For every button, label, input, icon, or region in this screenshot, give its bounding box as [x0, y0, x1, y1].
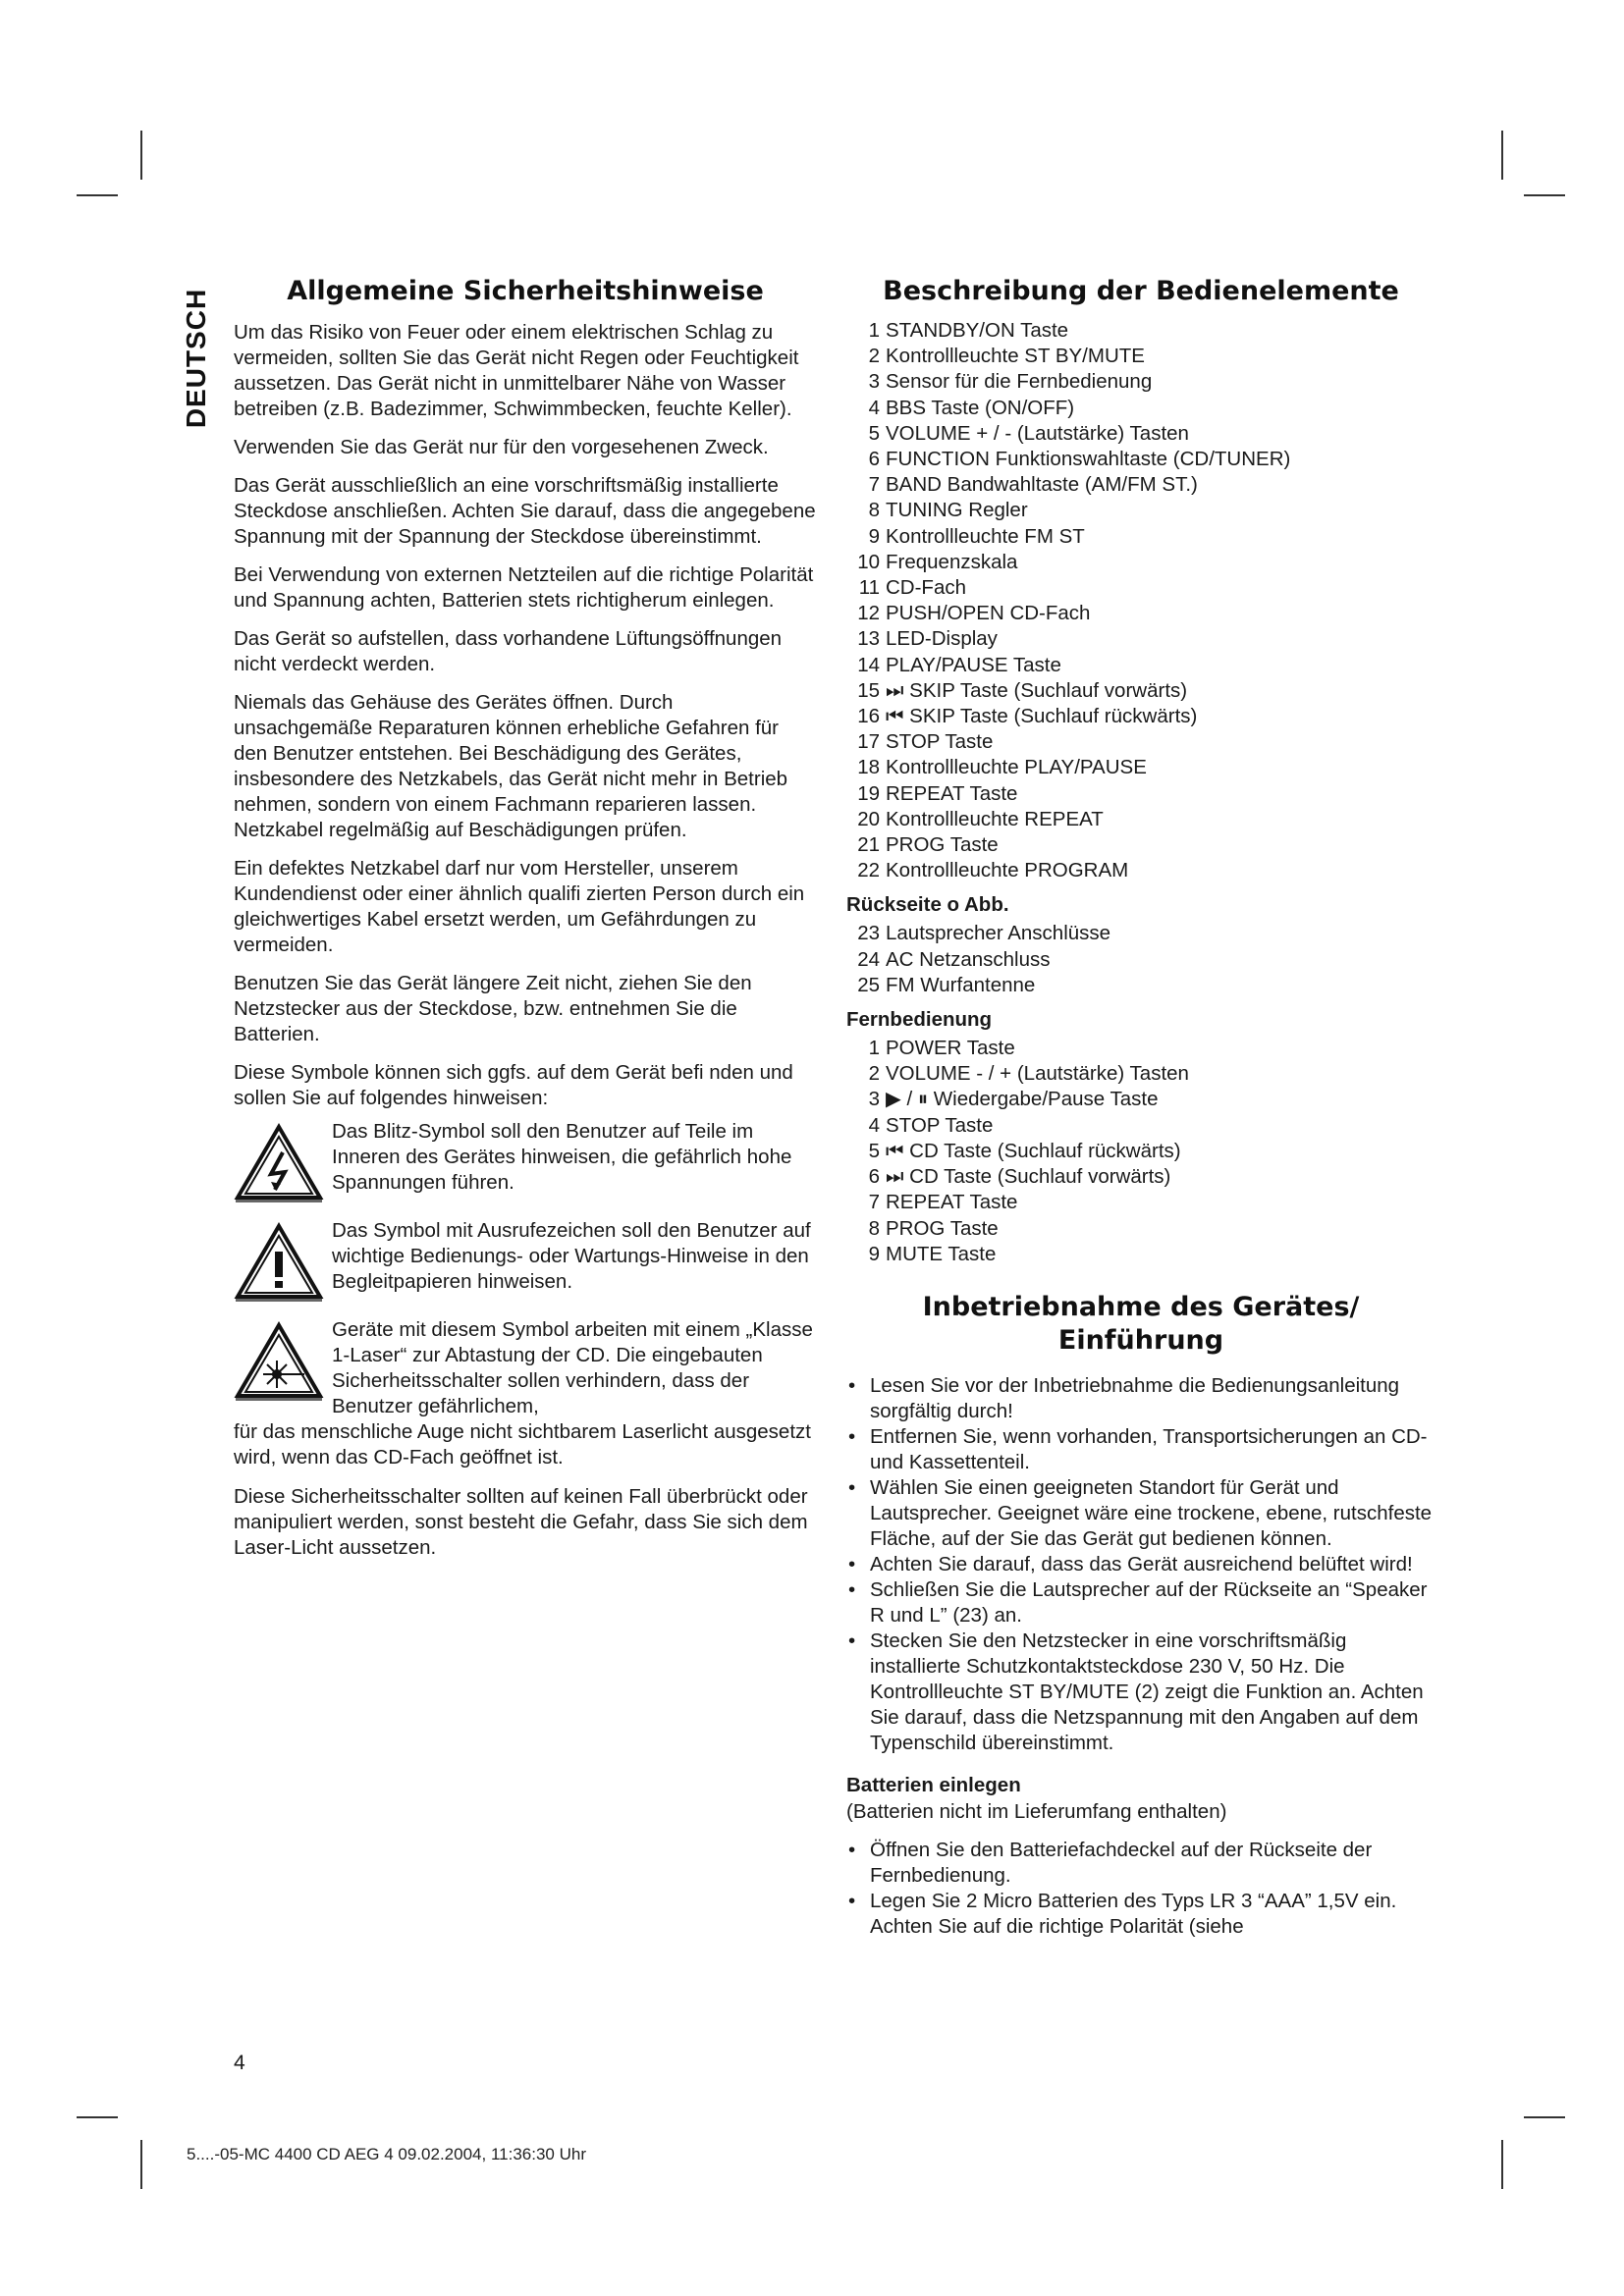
setup-title-line1: Inbetriebnahme des Gerätes/	[922, 1291, 1360, 1322]
safety-paragraph: Niemals das Gehäuse des Gerätes öffnen. Durch unsachgemäße Reparaturen können erhebliche Gefahren für den Benutzer entstehen. Bei Beschädigung des Gerätes, insbesondere des Netzkabels, das Gerät nicht mehr in Betrieb nehmen, sondern von einem Fachmann reparieren lassen. Netzkabel regelmäßig auf Beschädigungen prüfen.	[234, 691, 788, 841]
controls-section	[846, 275, 1435, 1957]
safety-paragraph: Benutzen Sie das Gerät längere Zeit nicht, ziehen Sie den Netzstecker aus der Steckdose, bzw. entnehmen Sie die Batterien.	[234, 972, 752, 1045]
symbol-laser-text-continued: für das menschliche Auge nicht sichtbarem Laserlicht ausgesetzt wird, wenn das CD-Fach geöffnet ist.	[234, 1420, 811, 1468]
safety-paragraph: Das Gerät ausschließlich an eine vorschriftsmäßig installierte Steckdose anschließen. Achten Sie darauf, dass die angegebene Spannung mit der Spannung der Steckdose übereinstimmt.	[234, 474, 816, 548]
safety-title: Allgemeine Sicherheitshinweise	[287, 276, 764, 306]
remote-title: Fernbedienung	[846, 1008, 993, 1032]
list-item: 2 VOLUME - / + (Lautstärke) Tasten	[868, 1062, 1189, 1086]
rear-list	[846, 921, 1435, 998]
safety-section	[234, 275, 817, 1574]
list-item: • Öffnen Sie den Batteriefachdeckel auf der Rückseite der Fernbedienung.	[846, 1838, 1435, 1889]
list-item: 21 PROG Taste	[857, 833, 999, 857]
safety-paragraph: Um das Risiko von Feuer oder einem elektrischen Schlag zu vermeiden, sollten Sie das Gerät nicht Regen oder Feuchtigkeit aussetzen. Das Gerät nicht in unmittelbarer Nähe von Wasser betreiben (z.B. Badezimmer, Schwimmbecken, feuchte Keller).	[234, 321, 799, 420]
crop-mark	[77, 194, 118, 196]
safety-paragraph: Das Gerät so aufstellen, dass vorhandene Lüftungsöffnungen nicht verdeckt werden.	[234, 627, 783, 675]
symbol-lightning-block	[234, 1119, 817, 1208]
symbol-laser-block	[234, 1317, 817, 1419]
list-item: 16 ⏮ SKIP Taste (Suchlauf rückwärts)	[857, 705, 1198, 728]
list-item: 1 POWER Taste	[868, 1037, 1015, 1060]
symbol-laser-text: Geräte mit diesem Symbol arbeiten mit einem „Klasse 1-Laser“ zur Abtastung der CD. Die eingebauten Sicherheitsschalter sollen verhindern, dass der Benutzer gefährlichem,	[332, 1318, 813, 1417]
list-item: 13 LED-Display	[857, 627, 998, 651]
list-item: 12 PUSH/OPEN CD-Fach	[857, 602, 1091, 625]
list-item: 19 REPEAT Taste	[857, 781, 1018, 805]
list-item: 8 TUNING Regler	[868, 499, 1028, 522]
controls-title: Beschreibung der Bedienelemente	[883, 276, 1399, 306]
page-number: 4	[234, 2052, 245, 2074]
list-item: 9 MUTE Taste	[868, 1242, 997, 1265]
safety-paragraph: Ein defektes Netzkabel darf nur vom Hersteller, unserem Kundendienst oder einer ähnlich qualifi zierten Person durch ein gleichwertiges Kabel ersetzt werden, um Gefährdungen zu vermeiden.	[234, 857, 805, 956]
crop-mark	[140, 131, 142, 180]
list-item: 17 STOP Taste	[857, 730, 994, 754]
list-item: • Legen Sie 2 Micro Batterien des Typs LR 3 “AAA” 1,5V ein. Achten Sie auf die richtige Polarität (siehe	[846, 1889, 1435, 1940]
list-item: 25 FM Wurfantenne	[857, 973, 1036, 996]
battery-note: (Batterien nicht im Lieferumfang enthalten)	[846, 1799, 1227, 1823]
crop-mark	[1524, 194, 1565, 196]
rear-title: Rückseite o Abb.	[846, 893, 1009, 917]
list-item: 14 PLAY/PAUSE Taste	[857, 653, 1061, 676]
list-item: 9 Kontrollleuchte FM ST	[868, 524, 1085, 548]
list-item: 4 STOP Taste	[868, 1113, 994, 1137]
safety-paragraph: Diese Sicherheitsschalter sollten auf keinen Fall überbrückt oder manipuliert werden, sonst besteht die Gefahr, dass Sie sich dem Laser-Licht aussetzen.	[234, 1485, 808, 1559]
laser-warning-icon	[234, 1317, 332, 1419]
safety-paragraph: Diese Symbole können sich ggfs. auf dem Gerät befi nden und sollen Sie auf folgendes hinweisen:	[234, 1061, 793, 1109]
crop-mark	[77, 2116, 118, 2118]
print-footer: 5....-05-MC 4400 CD AEG 4 09.02.2004, 11:36:30 Uhr	[187, 2145, 586, 2163]
list-item: • Achten Sie darauf, dass das Gerät ausreichend belüftet wird!	[846, 1552, 1435, 1577]
list-item: 7 BAND Bandwahltaste (AM/FM ST.)	[868, 473, 1198, 497]
battery-list	[846, 1838, 1435, 1940]
list-item: • Entfernen Sie, wenn vorhanden, Transportsicherungen an CD- und Kassettenteil.	[846, 1424, 1435, 1475]
language-label: DEUTSCH	[181, 288, 211, 429]
crop-mark	[1501, 2140, 1503, 2189]
list-item: 20 Kontrollleuchte REPEAT	[857, 807, 1104, 830]
controls-list	[846, 318, 1435, 883]
list-item: 11 CD-Fach	[858, 576, 967, 600]
crop-mark	[1501, 131, 1503, 180]
list-item: • Schließen Sie die Lautsprecher auf der Rückseite an “Speaker R und L” (23) an.	[846, 1577, 1435, 1629]
list-item: 1 STANDBY/ON Taste	[868, 319, 1069, 342]
list-item: 3 ▶ / ⏸ Wiedergabe/Pause Taste	[868, 1088, 1159, 1111]
list-item: 7 REPEAT Taste	[868, 1191, 1018, 1214]
setup-title	[846, 1291, 1435, 1358]
battery-title: Batterien einlegen	[846, 1773, 1021, 1796]
crop-mark	[1524, 2116, 1565, 2118]
list-item: 2 Kontrollleuchte ST BY/MUTE	[868, 345, 1145, 368]
list-item: 24 AC Netzanschluss	[857, 947, 1051, 971]
list-item: 22 Kontrollleuchte PROGRAM	[857, 859, 1129, 882]
list-item: 5 VOLUME + / - (Lautstärke) Tasten	[868, 421, 1189, 445]
language-tab	[182, 285, 211, 432]
list-item: 6 ⏭ CD Taste (Suchlauf vorwärts)	[868, 1165, 1171, 1189]
setup-title-line2: Einführung	[1057, 1324, 1224, 1356]
safety-paragraph: Bei Verwendung von externen Netzteilen auf die richtige Polarität und Spannung achten, Batterien stets richtigherum einlegen.	[234, 563, 814, 612]
list-item: 23 Lautsprecher Anschlüsse	[857, 922, 1111, 945]
list-item: • Lesen Sie vor der Inbetriebnahme die Bedienungsanleitung sorgfältig durch!	[846, 1373, 1435, 1424]
exclamation-warning-icon	[234, 1218, 332, 1308]
list-item: 5 ⏮ CD Taste (Suchlauf rückwärts)	[868, 1139, 1181, 1162]
list-item: 8 PROG Taste	[868, 1216, 999, 1240]
lightning-warning-icon	[234, 1119, 332, 1208]
list-item: 18 Kontrollleuchte PLAY/PAUSE	[857, 756, 1147, 779]
list-item: 15 ⏭ SKIP Taste (Suchlauf vorwärts)	[857, 678, 1188, 702]
list-item: • Stecken Sie den Netzstecker in eine vorschriftsmäßig installierte Schutzkontaktsteckdose 230 V, 50 Hz. Die Kontrollleuchte ST BY/MUTE (2) zeigt die Funktion an. Achten Sie darauf, dass die Netzspannung mit den Angaben auf dem Typenschild übereinstimmt.	[846, 1629, 1435, 1756]
list-item: • Wählen Sie einen geeigneten Standort für Gerät und Lautsprecher. Geeignet wäre eine trockene, ebene, rutschfeste Fläche, auf der Sie das Gerät gut bedienen können.	[846, 1475, 1435, 1552]
list-item: 10 Frequenzskala	[857, 550, 1018, 573]
setup-list	[846, 1373, 1435, 1756]
list-item: 6 FUNCTION Funktionswahltaste (CD/TUNER)	[868, 448, 1291, 471]
symbol-exclamation-block	[234, 1218, 817, 1308]
symbol-exclamation-text: Das Symbol mit Ausrufezeichen soll den Benutzer auf wichtige Bedienungs- oder Wartungs-Hinweise in den Begleitpapieren hinweisen.	[332, 1219, 811, 1293]
list-item: 3 Sensor für die Fernbedienung	[868, 370, 1153, 394]
remote-list	[846, 1036, 1435, 1267]
symbol-lightning-text: Das Blitz-Symbol soll den Benutzer auf Teile im Inneren des Gerätes hinweisen, die gefährlich hohe Spannungen führen.	[332, 1120, 792, 1194]
crop-mark	[140, 2140, 142, 2189]
safety-paragraph: Verwenden Sie das Gerät nur für den vorgesehenen Zweck.	[234, 436, 769, 458]
list-item: 4 BBS Taste (ON/OFF)	[868, 396, 1075, 419]
